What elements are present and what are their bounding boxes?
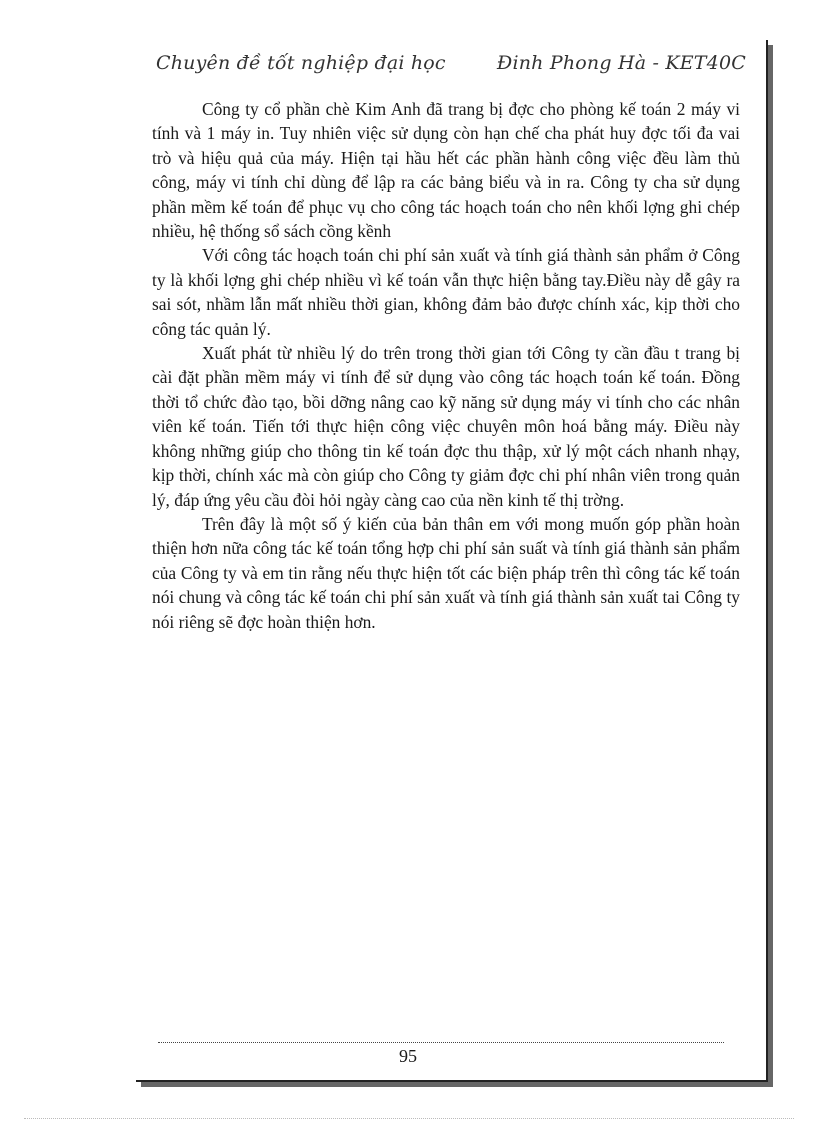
page-number: 95 (399, 1046, 417, 1066)
paragraph-4: Trên đây là một số ý kiến của bản thân em với mong muốn góp phần hoàn thiện hơn nữa công tác kế toán tổng hợp chi phí sản suất và tính giá thành sản phẩm của Công ty và em tin rằng nếu thực hiện tốt các biện pháp trên thì công tác kế toán nói chung và công tác kế toán chi phí sản xuất và tính giá thành sản xuất tai Công ty nói riêng sẽ đợc hoàn thiện hơn. (152, 513, 740, 632)
paragraph-1: Công ty cổ phần chè Kim Anh đã trang bị đợc cho phòng kế toán 2 máy vi tính và 1 máy in. Tuy nhiên việc sử dụng còn hạn chế cha phát huy đợc tối đa vai trò và hiệu quả của máy. Hiện tại hầu hết các phần hành công việc đều làm thủ công, máy vi tính chỉ dùng để lập ra các bảng biểu và in ra. Công ty cha sử dụng phần mềm kế toán để phục vụ cho công tác hoạch toán cho nên khối lợng ghi chép nhiều, hệ thống sổ sách cồng kềnh (152, 99, 740, 242)
paragraph-2: Với công tác hoạch toán chi phí sản xuất và tính giá thành sản phẩm ở Công ty là khối lợng ghi chép nhiều vì kế toán vẫn thực hiện bằng tay.Điều này dễ gây ra sai sót, nhầm lẫn mất nhiều thời gian, không đảm bảo được chính xác, kịp thời cho công tác quản lý. (152, 245, 740, 339)
running-header (156, 52, 746, 84)
paragraph-3: Xuất phát từ nhiều lý do trên trong thời gian tới Công ty cần đầu t trang bị cài đặt phần mềm máy vi tính để sử dụng vào công tác hoạch toán kế toán. Đồng thời tổ chức đào tạo, bồi dỡng nâng cao kỹ năng sử dụng máy vi tính cho các nhân viên kế toán. Tiến tới thực hiện công việc chuyên môn hoá bằng máy. Điều này không những giúp cho thông tin kế toán đợc thu thập, xử lý một cách nhanh nhạy, kịp thời, chính xác mà còn giúp cho Công ty giảm đợc chi phí nhân viên trong quản lý, đáp ứng yêu cầu đòi hỏi ngày càng cao của nền kinh tế thị trờng. (152, 343, 740, 510)
footer-divider (158, 1042, 724, 1043)
header-author: Đinh Phong Hà - KET40C (496, 52, 746, 74)
header-document-title: Chuyên đề tốt nghiệp đại học (156, 52, 446, 74)
bottom-dotted-line (24, 1118, 794, 1119)
body-text (152, 97, 740, 634)
